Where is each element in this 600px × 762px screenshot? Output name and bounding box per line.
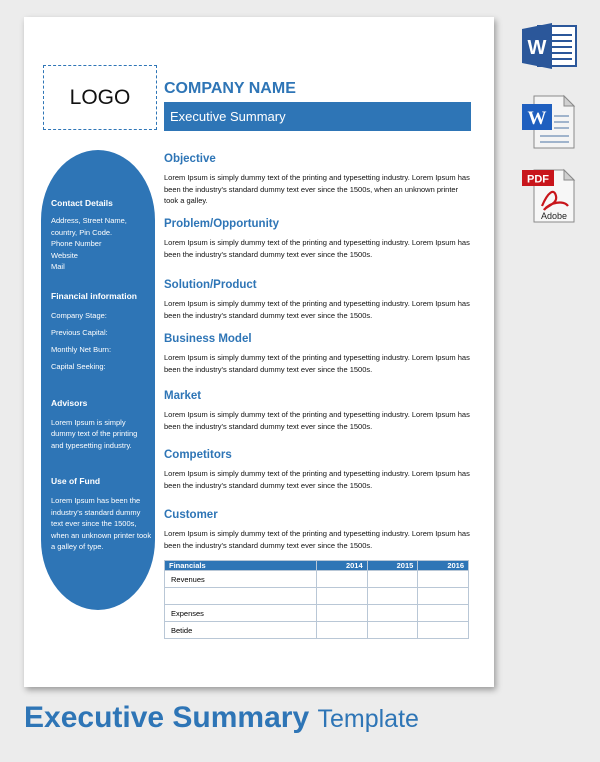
section-text: Lorem Ipsum is simply dummy text of the printing and typesetting industry. Lorem Ipsum has been the industry's standard dummy text ever since the 1500s. — [164, 353, 470, 374]
table-cell — [367, 588, 418, 605]
section-text: Lorem Ipsum is simply dummy text of the printing and typesetting industry. Lorem Ipsum has been the industry's standard dummy text ever since the 1500s. — [164, 299, 470, 320]
table-cell — [418, 622, 469, 639]
section-text: Lorem Ipsum is simply dummy text of the printing and typesetting industry. Lorem Ipsum has been the industry's standard dummy text ever since the 1500s. — [164, 469, 470, 490]
table-cell — [317, 622, 368, 639]
section-text: Lorem Ipsum is simply dummy text of the printing and typesetting industry. Lorem Ipsum has been the industry's standard dummy text ever since the 1500s. — [164, 238, 470, 259]
section-problem — [164, 218, 474, 260]
financial-item: Monthly Net Burn: — [51, 344, 112, 354]
financials-table — [164, 560, 469, 639]
year-header: 2016 — [418, 561, 469, 571]
section-heading: Market — [164, 390, 202, 402]
title-bar: Executive Summary — [164, 102, 471, 131]
table-row — [165, 571, 469, 588]
section-heading: Competitors — [164, 449, 232, 461]
section-text: Lorem Ipsum is simply dummy text of the printing and typesetting industry. Lorem Ipsum has been the industry's standard dummy text ever since the 1500s, when an unknown printer took a galley. — [164, 173, 470, 205]
section-heading: Customer — [164, 509, 218, 521]
contact-heading: Contact Details — [51, 198, 113, 208]
word-document-icon[interactable] — [520, 94, 578, 155]
section-business-model — [164, 333, 474, 375]
section-competitors — [164, 449, 474, 491]
contact-line: Website — [51, 250, 78, 260]
adobe-label: Adobe — [540, 211, 568, 221]
contact-line: Phone Number — [51, 239, 102, 248]
financial-item: Previous Capital: — [51, 327, 108, 337]
advisors-heading: Advisors — [51, 397, 88, 408]
table-row — [165, 622, 469, 639]
row-label: Revenues — [165, 571, 317, 588]
pdf-icon-label: PDF — [527, 173, 549, 186]
advisors-text: Lorem Ipsum is simply dummy text of the printing and typesetting industry. — [51, 417, 138, 450]
table-row — [165, 605, 469, 622]
financial-item: Company Stage: — [51, 310, 107, 320]
row-label: Expenses — [165, 605, 317, 622]
contact-lines — [51, 215, 155, 273]
logo-placeholder: LOGO — [43, 65, 157, 130]
table-cell — [418, 588, 469, 605]
financial-item: Capital Seeking: — [51, 361, 106, 371]
section-heading: Business Model — [164, 333, 252, 345]
footer-title-bold: Executive Summary — [24, 701, 310, 734]
document-page — [24, 17, 494, 687]
table-cell — [367, 571, 418, 588]
section-solution — [164, 279, 474, 321]
table-cell — [317, 571, 368, 588]
contact-line: Mail — [51, 262, 65, 271]
word-icon-letter: W — [527, 37, 547, 59]
row-spacer — [165, 588, 317, 605]
footer-title-light: Template — [317, 705, 419, 733]
use-of-fund-text: Lorem Ipsum has been the industry's standard dummy text ever since the 1500s, when an unknown printer took a galley of type. — [51, 496, 152, 551]
year-header: 2015 — [367, 561, 418, 571]
contact-line: Address, Street Name, — [51, 216, 127, 225]
table-cell — [317, 605, 368, 622]
table-cell — [317, 588, 368, 605]
row-label: Betide — [165, 622, 317, 639]
section-objective — [164, 153, 474, 207]
financial-heading: Financial information — [51, 290, 137, 301]
year-header: 2014 — [317, 561, 368, 571]
section-heading: Objective — [164, 153, 216, 165]
financials-header: Financials — [165, 561, 317, 571]
word-document-letter: W — [527, 108, 547, 129]
table-row — [165, 588, 469, 605]
section-text: Lorem Ipsum is simply dummy text of the printing and typesetting industry. Lorem Ipsum has been the industry's standard dummy text ever since the 1500s. — [164, 410, 470, 431]
contact-line: country, Pin Code. — [51, 227, 113, 237]
table-cell — [367, 605, 418, 622]
section-customer — [164, 509, 474, 551]
sidebar-panel — [41, 150, 155, 610]
pdf-icon[interactable] — [520, 166, 578, 229]
section-heading: Solution/Product — [164, 279, 257, 291]
word-icon[interactable] — [520, 22, 578, 75]
use-of-fund-heading: Use of Fund — [51, 476, 101, 486]
footer-title — [24, 701, 419, 735]
section-market — [164, 390, 474, 432]
table-header-row — [165, 561, 469, 571]
section-heading: Problem/Opportunity — [164, 218, 279, 230]
table-cell — [418, 605, 469, 622]
table-cell — [367, 622, 418, 639]
section-text: Lorem Ipsum is simply dummy text of the printing and typesetting industry. Lorem Ipsum has been the industry's standard dummy text ever since the 1500s. — [164, 529, 470, 550]
table-cell — [418, 571, 469, 588]
company-name: COMPANY NAME — [164, 80, 296, 97]
